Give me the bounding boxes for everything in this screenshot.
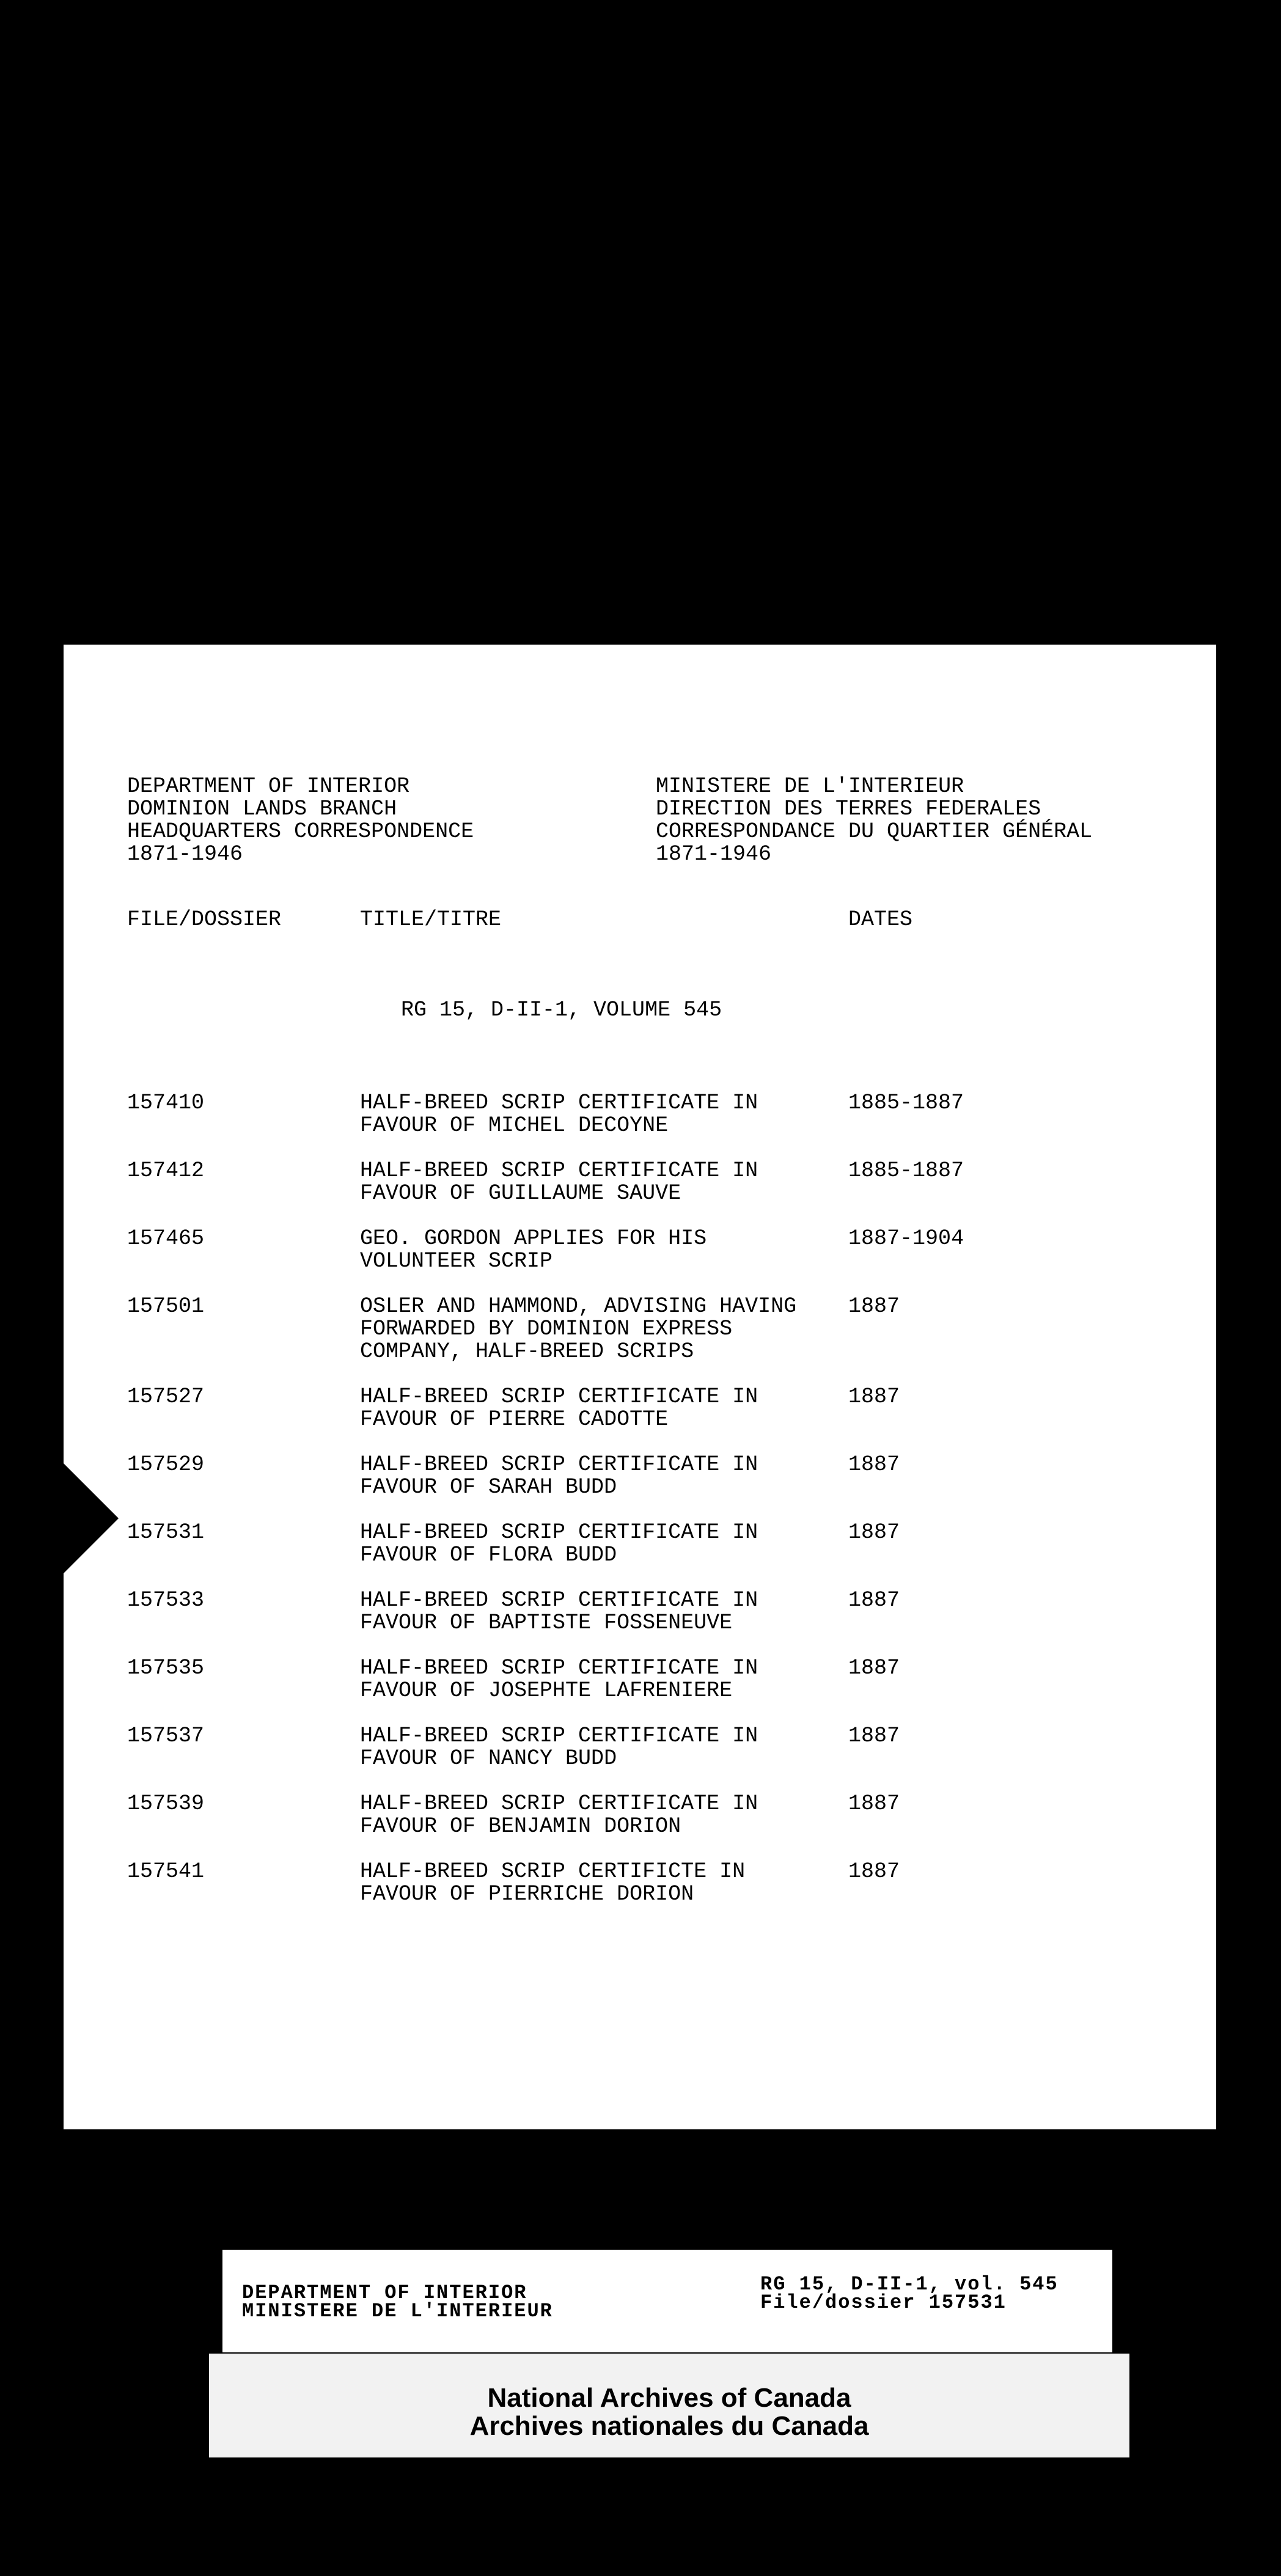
document-page — [64, 645, 1216, 2129]
file-row — [127, 1521, 1166, 1589]
file-row — [127, 1092, 1166, 1160]
file-title — [360, 1454, 849, 1499]
header-french-line: 1871-1946 — [656, 842, 772, 866]
column-header-file: FILE/DOSSIER — [127, 907, 282, 932]
catalog-label-line: File/dossier 157531 — [760, 2291, 1007, 2314]
file-title — [360, 1725, 849, 1770]
file-number: 157501 — [127, 1294, 205, 1319]
file-title-line: HALF-BREED SCRIP CERTIFICATE IN — [360, 1656, 758, 1680]
file-title-line: HALF-BREED SCRIP CERTIFICATE IN — [360, 1588, 758, 1612]
file-title — [360, 1521, 849, 1567]
header-english-line: DOMINION LANDS BRANCH — [127, 797, 397, 821]
archives-label — [209, 2354, 1129, 2457]
file-title-line: HALF-BREED SCRIP CERTIFICATE IN — [360, 1724, 758, 1748]
file-title-line: HALF-BREED SCRIP CERTIFICATE IN — [360, 1158, 758, 1183]
file-title-line: HALF-BREED SCRIP CERTIFICATE IN — [360, 1385, 758, 1409]
file-row — [127, 1793, 1166, 1861]
file-number: 157535 — [127, 1656, 205, 1680]
header-french-line: MINISTERE DE L'INTERIEUR — [656, 774, 964, 799]
file-list — [127, 1092, 1166, 1928]
file-title-line: FAVOUR OF PIERRICHE DORION — [360, 1882, 694, 1906]
file-title — [360, 1793, 849, 1838]
catalog-label-department — [242, 2281, 553, 2322]
file-title-line: GEO. GORDON APPLIES FOR HIS — [360, 1226, 707, 1251]
file-row — [127, 1228, 1166, 1295]
file-number: 157410 — [127, 1091, 205, 1115]
file-row — [127, 1657, 1166, 1725]
file-title-line: OSLER AND HAMMOND, ADVISING HAVING — [360, 1294, 797, 1319]
file-dates: 1887 — [848, 1588, 900, 1612]
header-french-line: DIRECTION DES TERRES FEDERALES — [656, 797, 1041, 821]
file-title-line: HALF-BREED SCRIP CERTIFICATE IN — [360, 1791, 758, 1816]
file-title — [360, 1092, 849, 1137]
header-english-line: HEADQUARTERS CORRESPONDENCE — [127, 819, 474, 844]
catalog-label-line: DEPARTMENT OF INTERIOR — [242, 2281, 527, 2304]
file-number: 157539 — [127, 1791, 205, 1816]
page-notch — [64, 1463, 119, 1573]
file-dates: 1885-1887 — [848, 1158, 964, 1183]
file-row — [127, 1160, 1166, 1228]
file-title-line: FAVOUR OF GUILLAUME SAUVE — [360, 1181, 681, 1206]
file-row — [127, 1589, 1166, 1657]
archives-label-english: National Archives of Canada — [487, 2383, 851, 2413]
file-title-line: HALF-BREED SCRIP CERTIFICATE IN — [360, 1520, 758, 1545]
file-row — [127, 1861, 1166, 1928]
file-title — [360, 1295, 849, 1363]
file-title-line: HALF-BREED SCRIP CERTIFICATE IN — [360, 1091, 758, 1115]
header-english — [127, 775, 665, 866]
file-title-line: FORWARDED BY DOMINION EXPRESS — [360, 1317, 733, 1341]
file-number: 157465 — [127, 1226, 205, 1251]
file-title — [360, 1589, 849, 1634]
file-number: 157533 — [127, 1588, 205, 1612]
file-dates: 1887-1904 — [848, 1226, 964, 1251]
file-title-line: HALF-BREED SCRIP CERTIFICATE IN — [360, 1452, 758, 1477]
header-french-line: CORRESPONDANCE DU QUARTIER GÉNÉRAL — [656, 819, 1093, 844]
file-dates: 1887 — [848, 1724, 900, 1748]
archives-label-french: Archives nationales du Canada — [469, 2411, 869, 2441]
header-french — [656, 775, 1194, 866]
file-number: 157537 — [127, 1724, 205, 1748]
file-dates: 1887 — [848, 1791, 900, 1816]
file-title-line: FAVOUR OF JOSEPHTE LAFRENIERE — [360, 1678, 733, 1703]
file-dates: 1887 — [848, 1452, 900, 1477]
file-title-line: FAVOUR OF BENJAMIN DORION — [360, 1814, 681, 1839]
file-row — [127, 1725, 1166, 1793]
file-title-line: FAVOUR OF SARAH BUDD — [360, 1475, 617, 1499]
file-number: 157531 — [127, 1520, 205, 1545]
header-english-line: 1871-1946 — [127, 842, 243, 866]
column-header-title: TITLE/TITRE — [360, 907, 502, 932]
file-title — [360, 1861, 849, 1906]
catalog-label-line: RG 15, D-II-1, vol. 545 — [760, 2273, 1059, 2296]
catalog-label-reference — [760, 2275, 1059, 2312]
file-row — [127, 1295, 1166, 1386]
file-title — [360, 1386, 849, 1431]
column-header-dates: DATES — [848, 907, 913, 932]
file-title — [360, 1160, 849, 1205]
file-number: 157527 — [127, 1385, 205, 1409]
file-dates: 1887 — [848, 1385, 900, 1409]
header-english-line: DEPARTMENT OF INTERIOR — [127, 774, 410, 799]
file-number: 157541 — [127, 1859, 205, 1884]
file-title-line: FAVOUR OF FLORA BUDD — [360, 1543, 617, 1567]
file-row — [127, 1454, 1166, 1521]
file-title-line: FAVOUR OF PIERRE CADOTTE — [360, 1407, 669, 1432]
catalog-label — [222, 2250, 1112, 2352]
file-title-line: FAVOUR OF MICHEL DECOYNE — [360, 1113, 669, 1138]
file-dates: 1887 — [848, 1520, 900, 1545]
catalog-label-line: MINISTERE DE L'INTERIEUR — [242, 2300, 553, 2322]
file-dates: 1887 — [848, 1859, 900, 1884]
file-title-line: FAVOUR OF BAPTISTE FOSSENEUVE — [360, 1611, 733, 1635]
file-title-line: FAVOUR OF NANCY BUDD — [360, 1746, 617, 1771]
file-dates: 1887 — [848, 1294, 900, 1319]
file-number: 157412 — [127, 1158, 205, 1183]
file-dates: 1887 — [848, 1656, 900, 1680]
file-title-line: COMPANY, HALF-BREED SCRIPS — [360, 1339, 694, 1364]
file-title — [360, 1228, 849, 1273]
file-title — [360, 1657, 849, 1702]
file-title-line: VOLUNTEER SCRIP — [360, 1249, 553, 1273]
file-title-line: HALF-BREED SCRIP CERTIFICTE IN — [360, 1859, 746, 1884]
volume-heading: RG 15, D-II-1, VOLUME 545 — [401, 998, 722, 1022]
file-dates: 1885-1887 — [848, 1091, 964, 1115]
file-row — [127, 1386, 1166, 1454]
file-number: 157529 — [127, 1452, 205, 1477]
